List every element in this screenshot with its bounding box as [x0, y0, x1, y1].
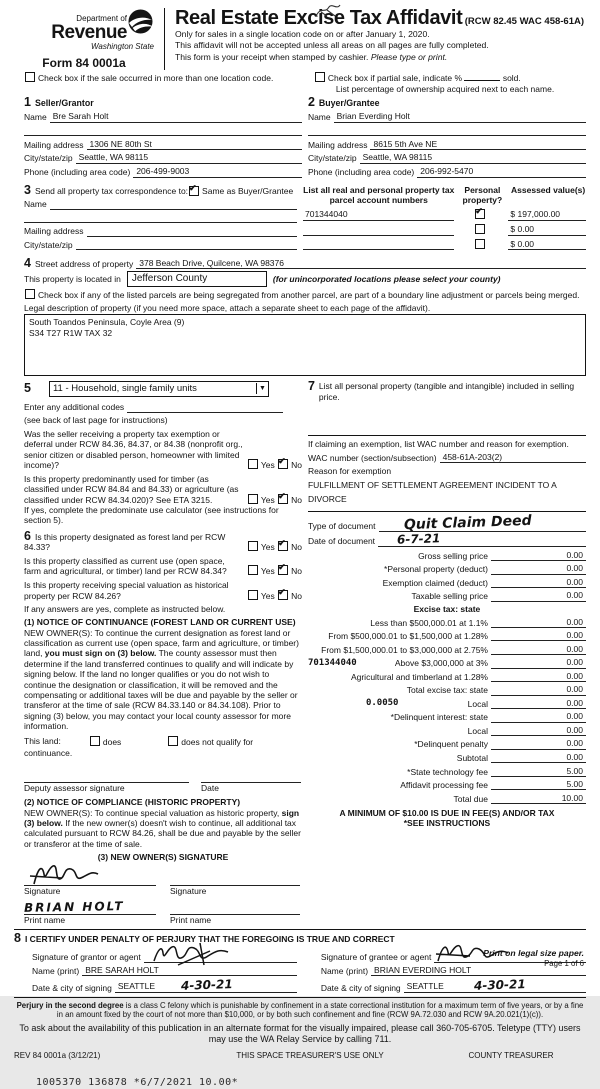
seller-phone-label: Phone (including area code) — [24, 167, 131, 178]
forest-land-question: Is this property designated as forest land per RCW 84.33? — [24, 531, 226, 553]
property-section — [14, 258, 586, 376]
date-of-document-value: 6-7-21 — [396, 531, 441, 547]
ink-scribble — [313, 2, 343, 20]
corr-name2-field[interactable] — [24, 213, 297, 223]
parcel-table — [303, 185, 586, 254]
same-as-buyer-label: Same as Buyer/Grantee — [202, 185, 294, 196]
personal-property-blank-area[interactable] — [308, 402, 586, 432]
personal-property-deduct-field[interactable]: 0.00 — [537, 563, 586, 574]
buyer-heading: Buyer/Grantee — [318, 97, 380, 108]
legal-description-line: South Toandos Peninsula, Coyle Area (9) — [29, 317, 185, 328]
new-owner-signature-field-2[interactable] — [170, 871, 300, 886]
county-select[interactable]: Jefferson County — [127, 271, 267, 287]
q4-yes-checkbox[interactable] — [248, 565, 258, 575]
buyer-phone-label: Phone (including area code) — [307, 167, 415, 178]
right-column — [308, 381, 586, 925]
q1-no-checkbox[interactable] — [278, 459, 288, 469]
land-use-value: 11 - Household, single family units — [52, 383, 197, 395]
correspondence-intro: Send all property tax correspondence to: — [34, 185, 189, 196]
type-of-document-value: Quit Claim Deed — [403, 512, 532, 534]
divider — [14, 929, 586, 930]
divider — [308, 511, 586, 512]
if-yes-note: If any answers are yes, complete as instructed below. — [24, 603, 226, 614]
corr-mailing-field[interactable] — [87, 226, 298, 237]
dor-swoosh-icon — [127, 8, 154, 35]
rev-number: REV 84 0001a (3/12/21) — [14, 1050, 101, 1060]
legal-description-box[interactable] — [24, 314, 586, 376]
personal-property-intro: List all personal property (tangible and intangible) included in selling price. — [318, 381, 575, 402]
parcel-col-header: List all real and personal property tax parcel account numbers — [303, 185, 455, 206]
parcel-row — [303, 224, 586, 235]
date-of-document-label: Date of document — [307, 536, 376, 547]
corr-csz-field[interactable] — [76, 239, 298, 250]
seller-csz-field[interactable]: Seattle, WA 98115 — [76, 152, 302, 163]
deputy-assessor-label: Deputy assessor signature — [24, 783, 125, 794]
multi-location-checkbox[interactable] — [25, 72, 35, 82]
tier4-field[interactable]: 0.00 — [537, 657, 586, 668]
cashier-stamp: 1005370 136878 *6/7/2021 10.00* — [36, 1076, 239, 1088]
subtitle-2: This affidavit will not be accepted unless all areas on all pages are fully completed. — [175, 40, 489, 51]
land-use-section — [24, 381, 302, 397]
section-7-number: 7 — [307, 379, 315, 394]
seller-section — [14, 94, 302, 180]
buyer-csz-field[interactable]: Seattle, WA 98115 — [360, 152, 586, 163]
does-checkbox[interactable] — [90, 736, 100, 746]
grantor-name-label: Name (print) — [32, 965, 80, 976]
partial-sale-note: List percentage of ownership acquired next to each name. — [335, 83, 555, 94]
street-address-extra-field[interactable] — [392, 258, 586, 269]
total-due-field[interactable]: 10.00 — [537, 793, 586, 804]
subtotal-field[interactable]: 0.00 — [537, 752, 586, 763]
perjury-notice: Perjury in the second degree is a class C felony which is punishable by confinement in a state correctional institution for a maximum term of five years, or by a fine in an amount fixed by the court of not more than $10,000, or by both such confinement and fine (RCW 9A.72.030 and RCW 9A.20.021(1)(c)). — [16, 1000, 584, 1020]
wac-number-field[interactable]: 458-61A-203(2) — [440, 452, 586, 463]
type-of-document-label: Type of document — [307, 521, 376, 532]
seller-csz-label: City/state/zip — [24, 153, 73, 164]
assessed-value-col-header: Assessed value(s) — [511, 185, 586, 196]
seller-name-field[interactable]: Bre Sarah Holt — [50, 111, 302, 122]
new-owner-signature-ink — [28, 862, 102, 888]
parcel-row — [303, 209, 586, 220]
additional-codes-label: Enter any additional codes — [24, 402, 125, 413]
reason-value[interactable]: FULFILLMENT OF SETTLEMENT AGREEMENT INCIDENT TO A DIVORCE — [307, 479, 557, 505]
revenue-wordmark: Revenue — [51, 21, 127, 43]
parcel-number-field[interactable] — [303, 225, 454, 236]
grantor-signature-ink — [150, 941, 246, 967]
assessed-value-field[interactable]: $ 0.00 — [508, 224, 586, 235]
print-name-label: Print name — [170, 914, 212, 925]
q4-no-checkbox[interactable] — [278, 565, 288, 575]
tier2-field[interactable]: 0.00 — [537, 630, 586, 641]
taxable-selling-price-field[interactable]: 0.00 — [537, 590, 586, 601]
timber-agriculture-question: Is this property predominantly used for timber (as classified under RCW 84.84 and 84.33) or agriculture (as classified under RCW 84.34.020)? See ETA 3215. — [24, 474, 239, 505]
assessed-value-field[interactable]: $ 197,000.00 — [508, 209, 586, 220]
continuance-label: continuance. — [24, 747, 73, 758]
seller-mailing-label: Mailing address — [24, 139, 84, 150]
seller-mailing-field[interactable]: 1306 NE 80th St — [87, 139, 303, 150]
additional-codes-field[interactable] — [127, 402, 283, 413]
grantor-name-field[interactable]: BRE SARAH HOLT — [82, 965, 297, 976]
deputy-date-field[interactable] — [201, 768, 301, 783]
buyer-mailing-label: Mailing address — [307, 139, 368, 150]
divider — [308, 435, 586, 436]
signature-label: Signature — [24, 885, 61, 896]
grantor-signature-label: Signature of grantor or agent — [32, 952, 141, 963]
this-land-label: This land: — [24, 736, 61, 747]
form-number: Form 84 0001a — [42, 55, 126, 70]
q5-no-checkbox[interactable] — [278, 590, 288, 600]
grantee-date-value: 4-30-21 — [473, 977, 526, 993]
corr-csz-label: City/state/zip — [24, 239, 73, 250]
delinquent-penalty-field[interactable]: 0.00 — [537, 738, 586, 749]
personal-property-checkbox[interactable] — [475, 209, 485, 219]
multi-location-label: Check box if the sale occurred in more than one location code. — [38, 73, 274, 84]
tier3-field[interactable]: 0.00 — [537, 644, 586, 655]
left-column: 5 11 - Household, single family units ▼ Enter any additional codes (see back of last page for instructions) Was the seller receiving a property tax exemption or deferral under RCW 84.36, 84.37, or 84.38 (nonprofit org., senior citizen or disabled person, homeowner with limited income)? Yes ✔ No Is this property predominantly used for timber (as classified under RCW 84.84 and 84.33) or agriculture (as classified under RCW 84.34.020)? See ETA 3215. Yes ✔ No If yes, complete the predominate use calculator (see instructions for section 5). 6 Is this property designated as forest land per RCW 84.33? Yes ✔ No Is this property classified as current use (open space, farm and agricultural, or timber) land per RCW 84.34? Yes ✔ No Is this property receiving special valuation as historical property per RCW 84.26? Yes ✔ No If any answers are yes, complete as instructed below. (1) NOTICE OF CONTINUANCE (FOREST LAND OR CURRENT USE) NEW OWNER(S): To continue the current designation as forest land or classification as current use (open space, farm and agriculture, or timber) land, you must sign on (3) below. The county assessor must then determine if the land transferred continues to qualify and will indicate by signing below. If the land no longer qualifies or you do not wish to continue the designation or classification, it will be removed and the compensating or additional taxes will be due and payable by the seller or transferor at the time of sale (RCW 84.33.140 or 84.34.108). Prior to signing (3) below, you may contact your local county assessor for more information. This land: does does not qualify for continuance. Deputy assessor signature Date (2) NOTICE OF COMPLIANCE (HISTORIC PROPERTY) NEW OWNER(S): To continue special valuation as historic property, sign (3) below. If the new owner(s) doesn't wish to continue, all additional tax calculated pursuant to RCW 84.26, shall be due and payable by the seller or transferor at the time of sale. (3) NEW OWNER(S) SIGNATURE Signature BRIAN HOLT Print name Signature Print name — [14, 381, 302, 925]
segregated-label: Check box if any of the listed parcels are being segregated from another parcel, are part of a boundary line adjustment or parcels being merged. — [38, 290, 580, 301]
legal-description-label: Legal description of property (if you need more space, attach a separate sheet to each page of the affidavit). — [24, 302, 431, 313]
does-not-checkbox[interactable] — [168, 736, 178, 746]
notice-continuance-paragraph: NEW OWNER(S): To continue the current designation as forest land or classification as current use (open space, farm and agriculture, or timber) land, you must sign on (3) below. The county assessor must then determine if the land transferred continues to qualify and will indicate by signing below. If the land no longer qualifies or you do not wish to continue the designation or classification, it will be removed and the compensating or additional taxes will be due and payable by the seller or transferor at the time of sale (RCW 84.33.140 or 84.34.108). Prior to signing (3) below, you may contact your local county assessor for more information. — [24, 627, 299, 731]
segregated-checkbox[interactable] — [25, 289, 35, 299]
street-address-label: Street address of property — [34, 258, 134, 269]
grantor-signature-field[interactable] — [144, 947, 298, 963]
assessed-value-field[interactable]: $ 0.00 — [508, 239, 586, 250]
local-rate-stamp: 0.0050 — [365, 698, 399, 709]
forest-land-section: 6 Is this property designated as forest land per RCW 84.33? Yes ✔ No — [24, 531, 302, 553]
seller-phone-field[interactable]: 206-499-9003 — [133, 166, 302, 177]
correspondence-section — [14, 185, 297, 254]
chevron-down-icon[interactable]: ▼ — [256, 383, 268, 394]
buyer-phone-field[interactable]: 206-992-5470 — [417, 166, 586, 177]
grantee-name-label: Name (print) — [320, 965, 369, 976]
q3-yes-checkbox[interactable] — [248, 541, 258, 551]
buyer-section — [307, 94, 586, 180]
dept-of-label: Department of — [76, 14, 127, 23]
corr-name-field[interactable] — [50, 199, 298, 210]
buyer-name-label: Name — [307, 112, 331, 123]
subtitle-1: Only for sales in a single location code on or after January 1, 2020. — [175, 29, 430, 39]
deputy-assessor-signature-field[interactable] — [24, 768, 189, 783]
buyer-csz-label: City/state/zip — [307, 153, 357, 164]
q3-no-checkbox[interactable] — [278, 541, 288, 551]
corr-mailing-label: Mailing address — [24, 226, 84, 237]
deputy-date-label: Date — [201, 783, 219, 794]
subtitle-3: This form is your receipt when stamped by cashier. Please type or print. — [175, 51, 448, 62]
parcel-row — [303, 239, 586, 250]
partial-sale-label: Check box if partial sale, indicate % — [327, 73, 463, 84]
parcel-number-field[interactable] — [303, 239, 454, 250]
multi-location-checkbox-row — [24, 72, 296, 94]
section-6-number: 6 — [24, 528, 31, 543]
delinquent-interest-state-field[interactable]: 0.00 — [537, 711, 586, 722]
grantor-date-city-field[interactable]: SEATTLE 4-30-21 — [115, 978, 297, 993]
street-address-field[interactable]: 378 Beach Drive, Quilcene, WA 98376 — [136, 258, 392, 269]
seller-heading: Seller/Grantor — [34, 97, 94, 108]
personal-property-col-header: Personal property? — [462, 185, 503, 206]
type-of-document-field[interactable] — [379, 512, 586, 534]
current-use-question: Is this property classified as current use (open space, farm and agricultural, or timber) land per RCW 84.34? — [24, 556, 227, 577]
agricultural-field[interactable]: 0.00 — [537, 671, 586, 682]
legal-description-line: S34 T27 R1W TAX 32 — [29, 327, 113, 338]
divider — [14, 997, 586, 998]
new-owners-signature-heading: (3) NEW OWNER(S) SIGNATURE — [97, 852, 229, 863]
page-number: Page 1 of 6 — [544, 958, 584, 968]
personal-property-checkbox[interactable] — [475, 239, 485, 249]
signature-label: Signature — [170, 885, 207, 896]
personal-property-section — [308, 381, 586, 402]
state-technology-fee-field[interactable]: 5.00 — [537, 766, 586, 777]
new-owner-print-field[interactable] — [24, 900, 156, 915]
exemption-deferral-question: Was the seller receiving a property tax exemption or deferral under RCW 84.36, 84.37, or 84.38 (nonprofit org., senior citizen or disabled person, homeowner with limited income)? — [24, 429, 243, 471]
delinquent-interest-local-field[interactable]: 0.00 — [537, 725, 586, 736]
seller-name-label: Name — [24, 112, 47, 123]
grantor-date-value: 4-30-21 — [180, 977, 233, 993]
affidavit-processing-fee-field[interactable]: 5.00 — [537, 779, 586, 790]
partial-sale-percent-input[interactable] — [464, 72, 500, 81]
form-header — [14, 8, 586, 70]
minimum-due-note: A MINIMUM OF $10.00 IS DUE IN FEE(S) AND/OR TAX — [339, 808, 555, 819]
buyer-name2-field[interactable] — [308, 126, 586, 136]
section-3-number: 3 — [24, 183, 31, 198]
new-owner-signature-field[interactable] — [24, 871, 156, 886]
treasurer-use-label: THIS SPACE TREASURER'S USE ONLY — [236, 1050, 384, 1060]
q2-no-checkbox[interactable] — [278, 494, 288, 504]
partial-sale-checkbox-row — [302, 72, 586, 94]
seller-name2-field[interactable] — [24, 126, 302, 136]
buyer-mailing-field[interactable]: 8615 5th Ave NE — [370, 139, 586, 150]
print-size-note: Print on legal size paper. — [483, 948, 584, 959]
tax-computation: Gross selling price 0.00 *Personal property (deduct) 0.00 Exemption claimed (deduct) 0.00 Taxable selling price 0.00 Excise tax: state Less than $500,000.01 at 1.1% 0.00 From $500,000.01 to $1,500,000 at 1.28% 0.00 From $1,500,000.01 to $3,000,000 at 2.75% 0.00 701344040 Above $3,000,000 at 3% 0.00 Agricultural and timberland at 1.28% 0.00 Total excise tax: state 0.00 0.0050 Local 0.00 *Delinquent interest: state 0.00 Local 0.00 *Delinquent penalty 0.00 Subtotal 0.00 *State technology fee 5.00 Affidavit processing fee 5.00 Total due 10.00 — [308, 550, 586, 804]
county-treasurer-label: COUNTY TREASURER — [468, 1050, 554, 1060]
wac-number-label: WAC number (section/subsection) — [307, 452, 437, 463]
county-note: (for unincorporated locations please select your county) — [272, 274, 501, 285]
tier1-field[interactable]: 0.00 — [537, 617, 586, 628]
section-2-number: 2 — [307, 94, 315, 109]
same-as-buyer-checkbox[interactable] — [189, 186, 199, 196]
exemption-claimed-field[interactable]: 0.00 — [537, 577, 586, 588]
notice-compliance-paragraph: NEW OWNER(S): To continue special valuation as historic property, sign (3) below. If the new owner(s) doesn't wish to continue, all additional tax calculated pursuant to RCW 84.26, shall be due and payable by the seller or transferor at the time of sale. — [24, 807, 301, 849]
partial-sale-checkbox[interactable] — [315, 72, 325, 82]
buyer-name-field[interactable]: Brian Everding Holt — [334, 111, 586, 122]
print-name-label: Print name — [24, 914, 66, 925]
tty-notice: To ask about the availability of this publication in an alternate format for the visually impaired, please call 360-705-6705. Teletype (TTY) users may use the WA Relay Service by calling 711. — [19, 1022, 581, 1044]
corr-name-label: Name — [24, 199, 47, 210]
new-owner-print-field-2[interactable] — [170, 900, 300, 915]
reason-label: Reason for exemption — [307, 465, 392, 476]
gross-selling-price-field[interactable]: 0.00 — [537, 550, 586, 561]
grantor-date-city-label: Date & city of signing — [32, 982, 112, 993]
q5-yes-checkbox[interactable] — [248, 590, 258, 600]
notice-compliance-heading: (2) NOTICE OF COMPLIANCE (HISTORIC PROPERTY) — [24, 797, 241, 808]
partial-sale-sold-label: sold. — [502, 73, 521, 84]
washington-state-label: Washington State — [90, 41, 154, 51]
q2-yes-checkbox[interactable] — [248, 494, 258, 504]
exemption-intro: If claiming an exemption, list WAC number and reason for exemption. — [307, 438, 569, 449]
new-owner-print-value: BRIAN HOLT — [23, 899, 125, 916]
certification-heading: I CERTIFY UNDER PENALTY OF PERJURY THAT THE FOREGOING IS TRUE AND CORRECT — [24, 934, 395, 945]
local-tax-field[interactable]: 0.00 — [537, 698, 586, 709]
q1-yes-checkbox[interactable] — [248, 459, 258, 469]
grantee-date-city-field[interactable]: SEATTLE 4-30-21 — [404, 978, 586, 993]
grantee-date-city-label: Date & city of signing — [320, 982, 401, 993]
page-title: Real Estate Excise Tax Affidavit — [175, 7, 463, 29]
grantee-name-field[interactable]: BRIAN EVERDING HOLT — [371, 965, 586, 976]
section-4-number: 4 — [24, 256, 31, 270]
dor-logo-block — [14, 8, 164, 70]
land-use-select[interactable] — [49, 381, 269, 397]
parcel-stamp: 701344040 — [307, 657, 357, 668]
additional-codes-note: (see back of last page for instructions) — [24, 415, 168, 426]
section-8-number: 8 — [14, 931, 21, 946]
historical-property-question: Is this property receiving special valuation as historical property per RCW 84.26? — [24, 580, 229, 601]
excise-tax-state-header: Excise tax: state — [413, 604, 481, 615]
section-5-number: 5 — [24, 381, 31, 396]
predominate-use-note: If yes, complete the predominate use calculator (see instructions for section 5). — [24, 505, 279, 526]
see-instructions-note: *SEE INSTRUCTIONS — [403, 818, 491, 829]
grantee-signature-label: Signature of grantee or agent — [320, 952, 432, 963]
total-excise-state-field[interactable]: 0.00 — [537, 684, 586, 695]
rcw-reference: (RCW 82.45 WAC 458-61A) — [464, 16, 585, 27]
date-of-document-field[interactable] — [378, 532, 586, 547]
notice-continuance-heading: (1) NOTICE OF CONTINUANCE (FOREST LAND OR CURRENT USE) — [24, 617, 296, 628]
personal-property-checkbox[interactable] — [475, 224, 485, 234]
parcel-number-field[interactable]: 701344040 — [303, 209, 454, 220]
located-in-label: This property is located in — [24, 274, 121, 285]
section-1-number: 1 — [24, 94, 31, 109]
